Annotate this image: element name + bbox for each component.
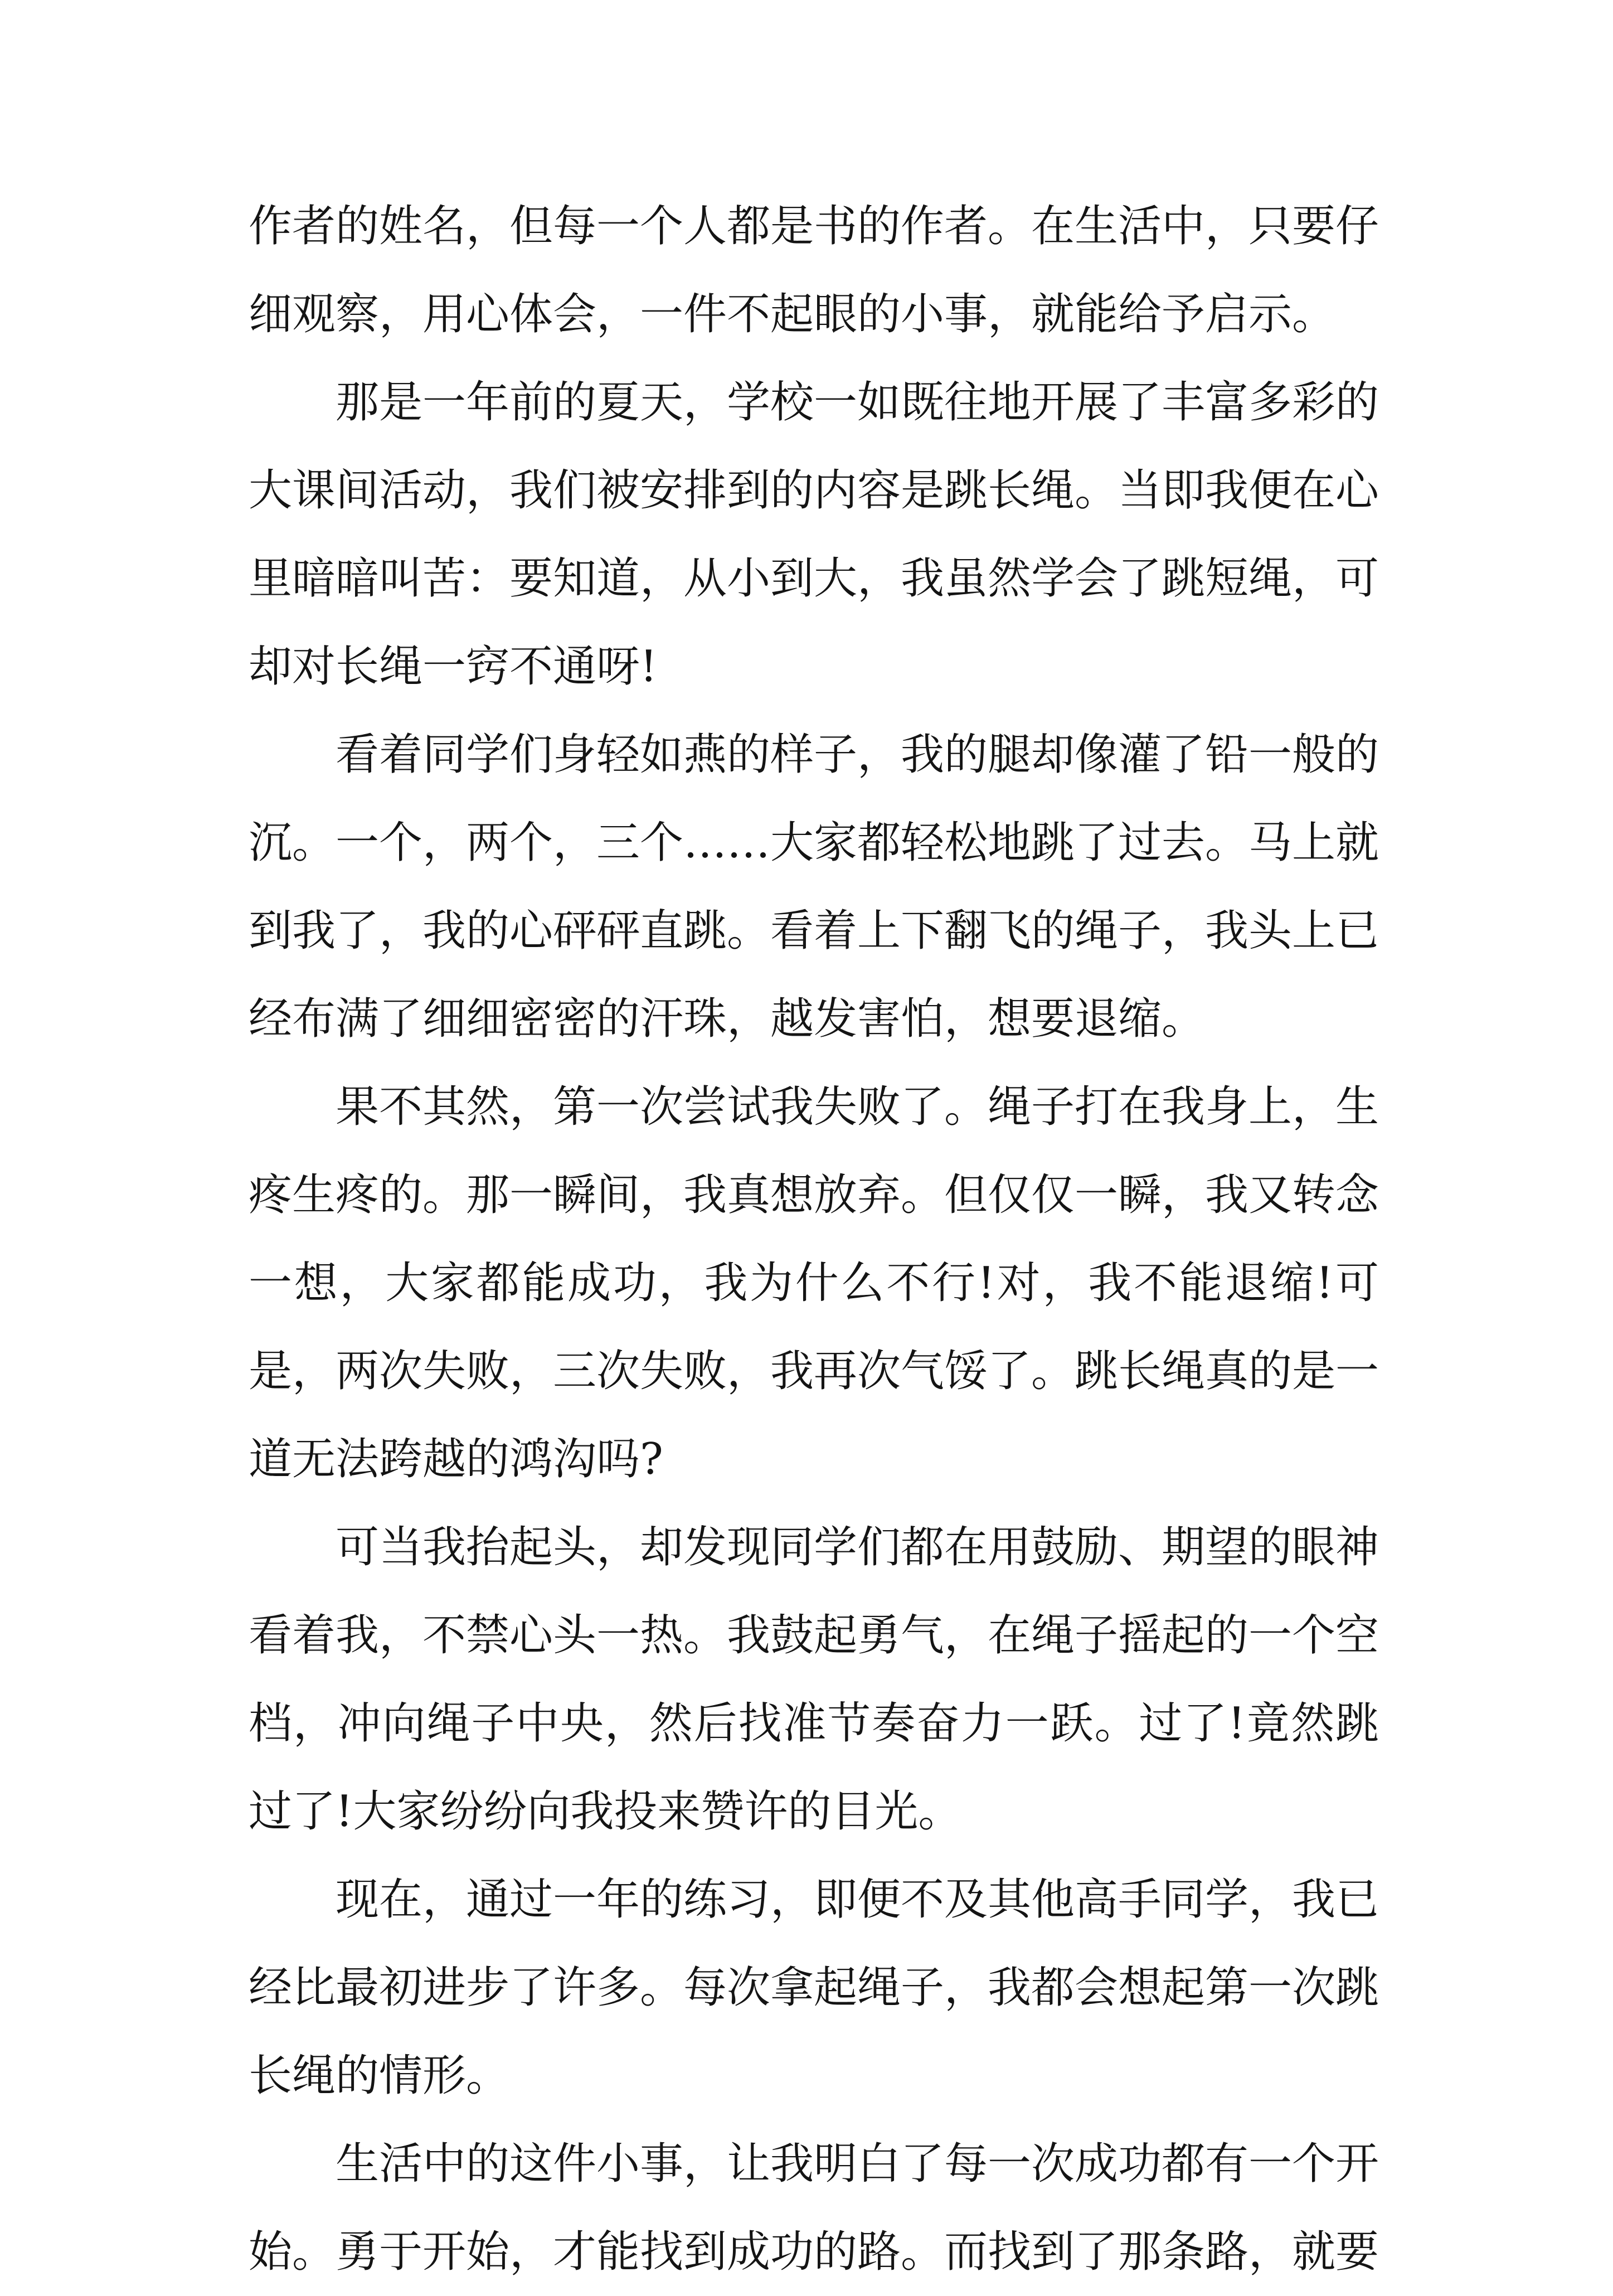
- paragraph-1: 作者的姓名，但每一个人都是书的作者。在生活中，只要仔细观察，用心体会，一件不起眼的小事，就能给予启示。: [249, 201, 1379, 339]
- essay-body: [249, 182, 1379, 2296]
- paragraph-3: 看着同学们身轻如燕的样子，我的腿却像灌了铅一般的沉。一个，两个，三个……大家都轻松地跳了过去。马上就到我了，我的心砰砰直跳。看着上下翻飞的绳子，我头上已经布满了细细密密的汗珠，越发害怕，想要退缩。: [249, 730, 1379, 1044]
- paragraph-7: 生活中的这件小事，让我明白了每一次成功都有一个开始。勇于开始，才能找到成功的路。而找到了那条路，就要: [249, 2139, 1379, 2277]
- paragraph-2: 那是一年前的夏天，学校一如既往地开展了丰富多彩的大课间活动，我们被安排到的内容是跳长绳。当即我便在心里暗暗叫苦：要知道，从小到大，我虽然学会了跳短绳，可却对长绳一窍不通呀!: [249, 377, 1379, 692]
- paragraph-5: 可当我抬起头，却发现同学们都在用鼓励、期望的眼神看着我，不禁心头一热。我鼓起勇气，在绳子摇起的一个空档，冲向绳子中央，然后找准节奏奋力一跃。过了!竟然跳过了!大家纷纷向我投来赞许的目光。: [249, 1522, 1379, 1837]
- paragraph-4: 果不其然，第一次尝试我失败了。绳子打在我身上，生疼生疼的。那一瞬间，我真想放弃。但仅仅一瞬，我又转念一想，大家都能成功，我为什么不行!对，我不能退缩!可是，两次失败，三次失败，我再次气馁了。跳长绳真的是一道无法跨越的鸿沟吗?: [249, 1082, 1379, 1484]
- paragraph-6: 现在，通过一年的练习，即便不及其他高手同学，我已经比最初进步了许多。每次拿起绳子，我都会想起第一次跳长绳的情形。: [249, 1875, 1379, 2101]
